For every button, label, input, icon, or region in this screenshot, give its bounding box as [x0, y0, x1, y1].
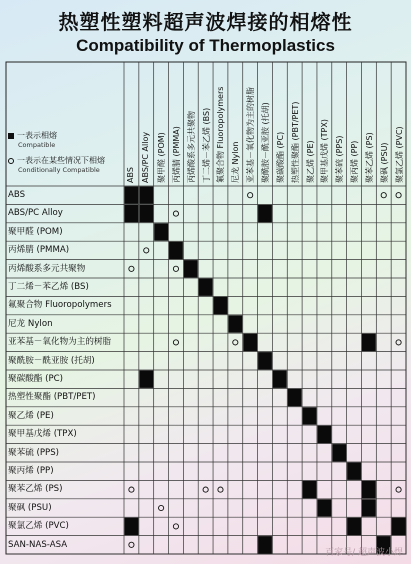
column-label: 聚甲基戊烯 (TPX)	[320, 119, 330, 183]
column-label: 丙烯酸系多元共聚物	[186, 111, 196, 183]
title-chinese: 热塑性塑料超声波焊接的相熔性	[58, 10, 353, 34]
row-label: ABS/PC Alloy	[8, 208, 63, 219]
row-label: 聚丙烯 (PP)	[8, 466, 54, 476]
column-label: 聚砜 (PSU)	[379, 142, 389, 183]
row-label: 聚酰胺－酰亚胺 (托胡)	[8, 355, 95, 366]
column-label: 聚甲醛 (POM)	[157, 132, 167, 183]
cell-compatible	[243, 334, 257, 351]
cell-conditional	[203, 487, 208, 492]
column-label: 聚苯乙烯 (PS)	[364, 132, 374, 183]
cell-conditional	[129, 266, 134, 271]
cell-compatible	[125, 205, 139, 222]
cell-compatible	[273, 371, 287, 388]
cell-conditional	[381, 193, 386, 198]
legend-conditional-cn: 一表示在某些情况下相熔	[17, 156, 105, 165]
cell-conditional	[173, 524, 178, 529]
cell-compatible	[169, 242, 183, 259]
row-label: ABS	[8, 190, 26, 200]
column-label: 聚丙烯 (PP)	[350, 140, 360, 183]
column-label: 亚苯基－氧化物为主的树脂	[246, 87, 256, 183]
column-label: 聚乙烯 (PE)	[305, 140, 315, 183]
column-label: 丙烯腈 (PMMA)	[171, 126, 181, 183]
cell-conditional	[396, 193, 401, 198]
cell-compatible	[258, 205, 272, 222]
cell-conditional	[173, 266, 178, 271]
cell-compatible	[288, 389, 302, 406]
column-label: 丁二烯－苯乙烯 (BS)	[201, 107, 211, 183]
row-label: 聚甲基戊烯 (TPX)	[8, 429, 77, 440]
column-label: 热塑性聚酯 (PBT/PET)	[290, 101, 300, 183]
cell-compatible	[139, 187, 153, 204]
cell-compatible	[317, 426, 331, 443]
cell-compatible	[139, 205, 153, 222]
cell-compatible	[347, 463, 361, 480]
cell-compatible	[214, 297, 228, 314]
row-label: 聚苯硫 (PPS)	[8, 447, 60, 458]
cell-conditional	[396, 487, 401, 492]
row-label: 丙烯酸系多元共聚物	[8, 263, 86, 274]
cell-conditional	[233, 340, 238, 345]
row-label: 聚碳酸酯 (PC)	[8, 374, 63, 384]
cell-conditional	[218, 487, 223, 492]
cell-compatible	[125, 187, 139, 204]
cell-compatible	[347, 518, 361, 535]
cell-compatible	[392, 518, 406, 535]
column-label: 尼龙 Nylon	[231, 141, 241, 183]
cell-conditional	[248, 193, 253, 198]
row-label: 氟聚合物 Fluoropolymers	[8, 300, 112, 311]
column-label: 氟聚合物 Fluoropolymers	[216, 86, 226, 183]
row-label: 热塑性聚酯 (PBT/PET)	[8, 392, 96, 403]
cell-conditional	[144, 248, 149, 253]
cell-compatible	[199, 279, 213, 296]
row-label: 亚苯基－氧化物为主的树脂	[8, 337, 112, 348]
row-label: 丁二烯－苯乙烯 (BS)	[8, 282, 89, 292]
column-label: 聚氯乙烯 (PVC)	[394, 126, 404, 183]
column-label: 聚苯硫 (PPS)	[335, 135, 345, 183]
legend-compatible-en: Compatible	[18, 141, 56, 149]
cell-conditional	[129, 542, 134, 547]
cell-conditional	[129, 487, 134, 492]
cell-compatible	[184, 260, 198, 277]
cell-compatible	[362, 499, 376, 516]
cell-compatible	[139, 371, 153, 388]
cell-compatible	[303, 407, 317, 424]
cell-conditional	[173, 211, 178, 216]
row-label: 聚乙烯 (PE)	[8, 410, 54, 421]
cell-compatible	[303, 481, 317, 498]
cell-compatible	[317, 499, 331, 516]
cell-compatible	[258, 352, 272, 369]
row-label: 尼龙 Nylon	[8, 318, 53, 329]
legend-compatible-cn: 一表示相熔	[17, 131, 57, 140]
column-label: ABS	[126, 167, 136, 183]
column-label: ABS/PC Alloy	[141, 131, 151, 183]
legend-conditional-en: Conditionally Compatible	[18, 166, 100, 174]
row-label: 聚氯乙烯 (PVC)	[8, 521, 69, 532]
cell-conditional	[396, 340, 401, 345]
watermark: 百家号/ 超声波小焊	[325, 548, 403, 558]
row-label: 聚苯乙烯 (PS)	[8, 484, 63, 495]
column-label: 聚酰胺－酰亚胺 (托胡)	[261, 102, 270, 183]
cell-conditional	[159, 505, 164, 510]
cell-compatible	[154, 223, 168, 240]
cell-compatible	[332, 444, 346, 461]
cell-compatible	[362, 334, 376, 351]
row-label: 丙烯腈 (PMMA)	[8, 245, 70, 256]
row-label: 聚甲醛 (POM)	[8, 226, 63, 237]
cell-conditional	[173, 340, 178, 345]
row-label: SAN-NAS-ASA	[8, 539, 68, 550]
cell-compatible	[228, 315, 242, 332]
cell-compatible	[362, 481, 376, 498]
row-label: 聚砜 (PSU)	[8, 502, 52, 513]
cell-compatible	[125, 518, 139, 535]
title-english: Compatibility of Thermoplastics	[76, 36, 335, 55]
cell-compatible	[258, 536, 272, 553]
column-label: 聚碳酸酯 (PC)	[275, 131, 285, 183]
